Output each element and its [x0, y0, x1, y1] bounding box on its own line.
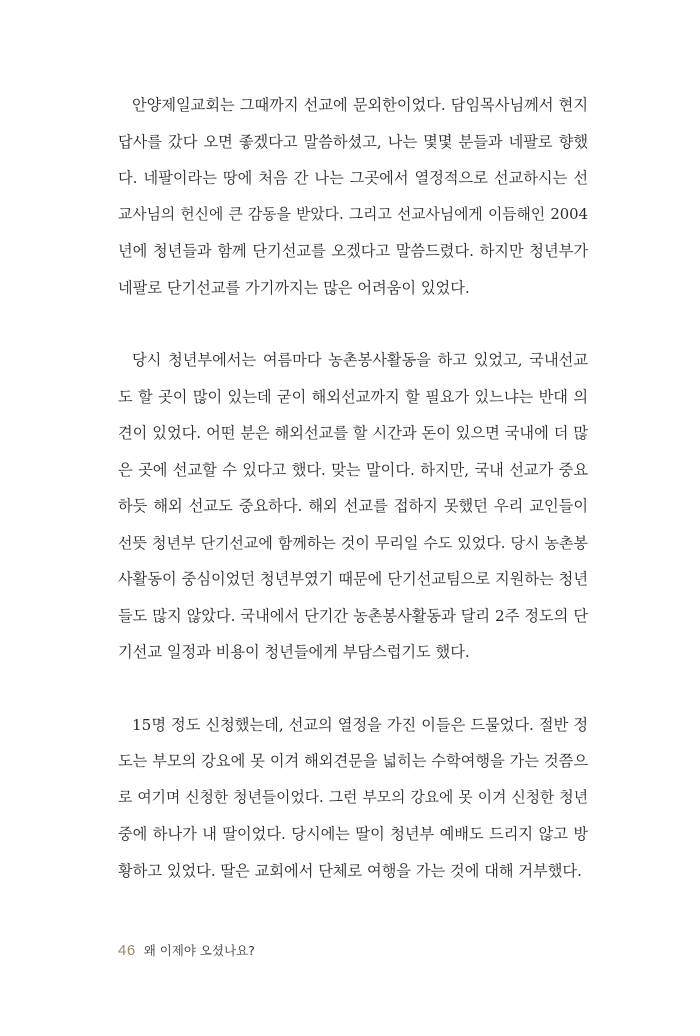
paragraph-line: 중에 하나가 내 딸이었다. 당시에는 딸이 청년부 예배도 드리지 않고 방 — [118, 825, 588, 843]
paragraph-line: 기선교 일정과 비용이 청년들에게 부담스럽기도 했다. — [118, 643, 470, 661]
running-title: 왜 이제야 오셨나요? — [143, 943, 255, 958]
paragraph-1 — [118, 87, 588, 306]
paragraph-line: 도 할 곳이 많이 있는데 굳이 해외선교까지 할 필요가 있느냐는 반대 의 — [118, 387, 588, 406]
paragraph-line: 교사님의 헌신에 큰 감동을 받았다. 그리고 선교사님에게 이듬해인 2004 — [118, 205, 588, 223]
paragraph-line: 도는 부모의 강요에 못 이겨 해외견문을 넓히는 수학여행을 가는 것쯤으 — [118, 752, 588, 770]
paragraph-line: 당시 청년부에서는 여름마다 농촌봉사활동을 하고 있었고, 국내선교 — [132, 351, 588, 369]
paragraph-line: 답사를 갔다 오면 좋겠다고 말씀하셨고, 나는 몇몇 분들과 네팔로 향했 — [118, 132, 588, 151]
body-text — [118, 87, 588, 889]
paragraph-line: 네팔로 단기선교를 가기까지는 많은 어려움이 있었다. — [118, 278, 470, 297]
paragraph-2 — [118, 342, 588, 671]
paragraph-line: 로 여기며 신청한 청년들이었다. 그런 부모의 강요에 못 이겨 신청한 청년 — [118, 788, 588, 806]
paragraph-line: 황하고 있었다. 딸은 교회에서 단체로 여행을 가는 것에 대해 거부했다. — [118, 861, 582, 880]
paragraph-line: 들도 많지 않았다. 국내에서 단기간 농촌봉사활동과 달리 2주 정도의 단 — [118, 606, 588, 625]
paragraph-3 — [118, 707, 588, 890]
paragraph-line: 년에 청년들과 함께 단기선교를 오겠다고 말씀드렸다. 하지만 청년부가 — [118, 242, 588, 260]
paragraph-line: 선뜻 청년부 단기선교에 함께하는 것이 무리일 수도 있었다. 당시 농촌봉 — [118, 533, 588, 552]
paragraph-line: 15명 정도 신청했는데, 선교의 열정을 가진 이들은 드물었다. 절반 정 — [132, 715, 588, 734]
paragraph-line: 사활동이 중심이었던 청년부였기 때문에 단기선교팀으로 지원하는 청년 — [118, 570, 588, 588]
paragraph-line: 다. 네팔이라는 땅에 처음 간 나는 그곳에서 열정적으로 선교하시는 선 — [118, 169, 588, 187]
page-footer — [118, 941, 255, 959]
paragraph-line: 견이 있었다. 어떤 분은 해외선교를 할 시간과 돈이 있으면 국내에 더 많 — [118, 424, 588, 442]
paragraph-line: 은 곳에 선교할 수 있다고 했다. 맞는 말이다. 하지만, 국내 선교가 중요 — [118, 460, 588, 479]
page-number: 46 — [118, 942, 136, 959]
paragraph-line: 안양제일교회는 그때까지 선교에 문외한이었다. 담임목사님께서 현지 — [132, 96, 588, 114]
paragraph-line: 하듯 해외 선교도 중요하다. 해외 선교를 접하지 못했던 우리 교인들이 — [118, 497, 588, 515]
